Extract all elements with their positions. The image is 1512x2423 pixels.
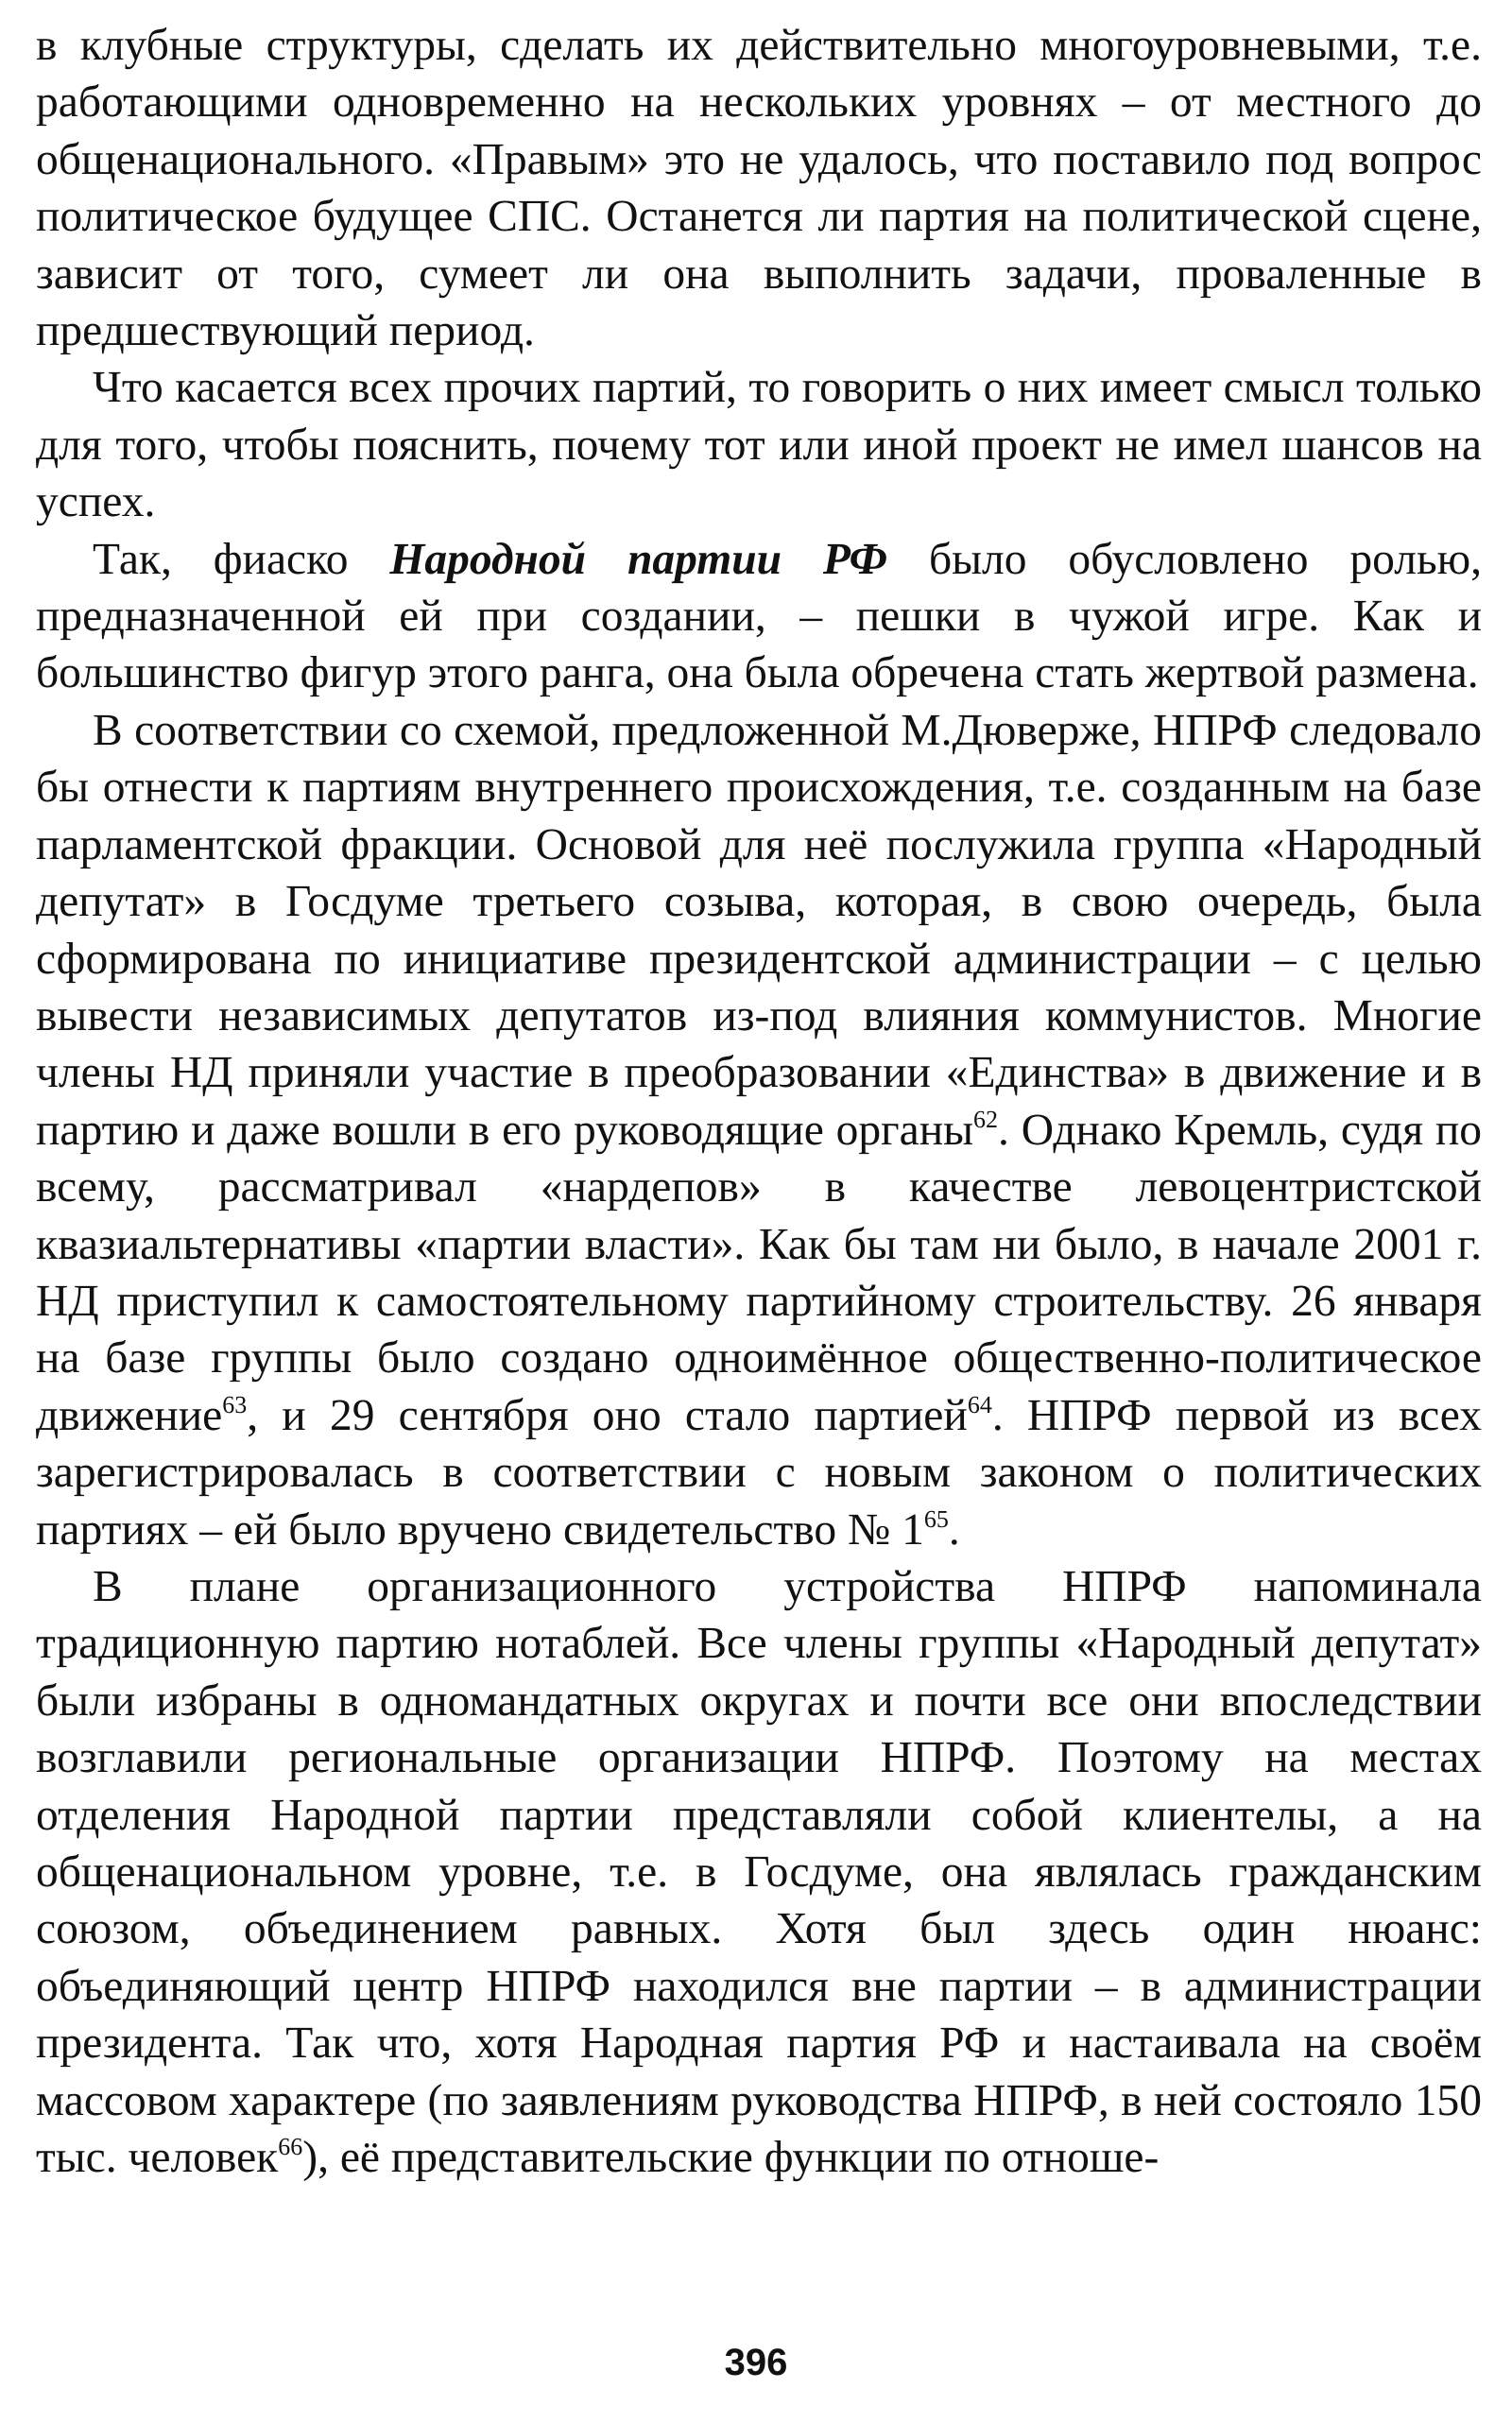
paragraph-text: Так, фиаско (93, 534, 390, 584)
paragraph-text: в клубные структуры, сделать их действительно многоуровневыми, т.е. работающими одновременно на нескольких уровнях – от местного до общенационального. «Правым» это не удалось, что поставило под вопрос политическое будущее СПС. Останется ли партия на политической сцене, зависит от того, сумеет ли она выполнить задачи, проваленные в предшествующий период. (36, 21, 1482, 356)
paragraph-text: В соответствии со схемой, предложенной М.Дюверже, НПРФ следовало бы отнести к партиям внутреннего происхождения, т.е. созданным на базе парламентской фракции. Основой для неё послужила группа «Народный депутат» в Госдуме третьего созыва, которая, в свою очередь, была сформирована по инициативе президентской администрации – с целью вывести независимых депутатов из-под влияния коммунистов. Многие члены НД приняли участие в преобразовании «Единства» в движение и в партию и даже вошли в его руководящие органы (36, 705, 1482, 1155)
footnote-marker: 65 (923, 1504, 949, 1533)
footnote-marker: 66 (278, 2133, 303, 2161)
paragraph (36, 359, 1482, 530)
footnote-marker: 62 (973, 1105, 999, 1133)
paragraph (36, 1558, 1482, 2186)
paragraph (36, 531, 1482, 702)
page-body (36, 17, 1482, 2186)
paragraph-text: В плане организационного устройства НПРФ напоминала традиционную партию нотаблей. Все члены группы «Народный депутат» были избраны в одномандатных округах и почти все они впоследствии возглавили региональные организации НПРФ. Поэтому на местах отделения Народной партии представляли собой клиентелы, а на общенациональном уровне, т.е. в Госдуме, она являлась гражданским союзом, объединением равных. Хотя был здесь один нюанс: объединяющий центр НПРФ находился вне партии – в администрации президента. Так что, хотя Народная партия РФ и настаивала на своём массовом характере (по заявлениям руководства НПРФ, в ней состояло 150 тыс. человек (36, 1561, 1482, 2183)
emphasized-text: Народной партии РФ (389, 534, 888, 584)
footnote-marker: 63 (222, 1390, 248, 1418)
page-number: 396 (724, 2342, 788, 2383)
paragraph (36, 702, 1482, 1558)
paragraph-text: . Однако Кремль, судя по всему, рассматривал «нардепов» в качестве левоцентристской квазиальтернативы «партии власти». Как бы там ни было, в начале 2001 г. НД приступил к самостоятельному партийному строительству. 26 января на базе группы было создано одноимённое общественно-политическое движение (36, 1105, 1482, 1440)
paragraph (36, 17, 1482, 359)
paragraph-text: , и 29 сентября оно стало партией (247, 1390, 968, 1440)
footnote-marker: 64 (967, 1390, 992, 1418)
paragraph-text: ), её представительские функции по отноше- (302, 2133, 1160, 2183)
paragraph-text: было обусловлено ролью, предназначенной ей при создании, – пешки в чужой игре. Как и большинство фигур этого ранга, она была обречена стать жертвой размена. (36, 534, 1482, 698)
paragraph-text: Что касается всех прочих партий, то говорить о них имеет смысл только для того, чтобы пояснить, почему тот или иной проект не имел шансов на успех. (36, 363, 1482, 527)
paragraph-text: . НПРФ первой из всех зарегистрировалась в соответствии с новым законом о политических партиях – ей было вручено свидетельство № 1 (36, 1390, 1483, 1555)
paragraph-text: . (948, 1504, 960, 1555)
